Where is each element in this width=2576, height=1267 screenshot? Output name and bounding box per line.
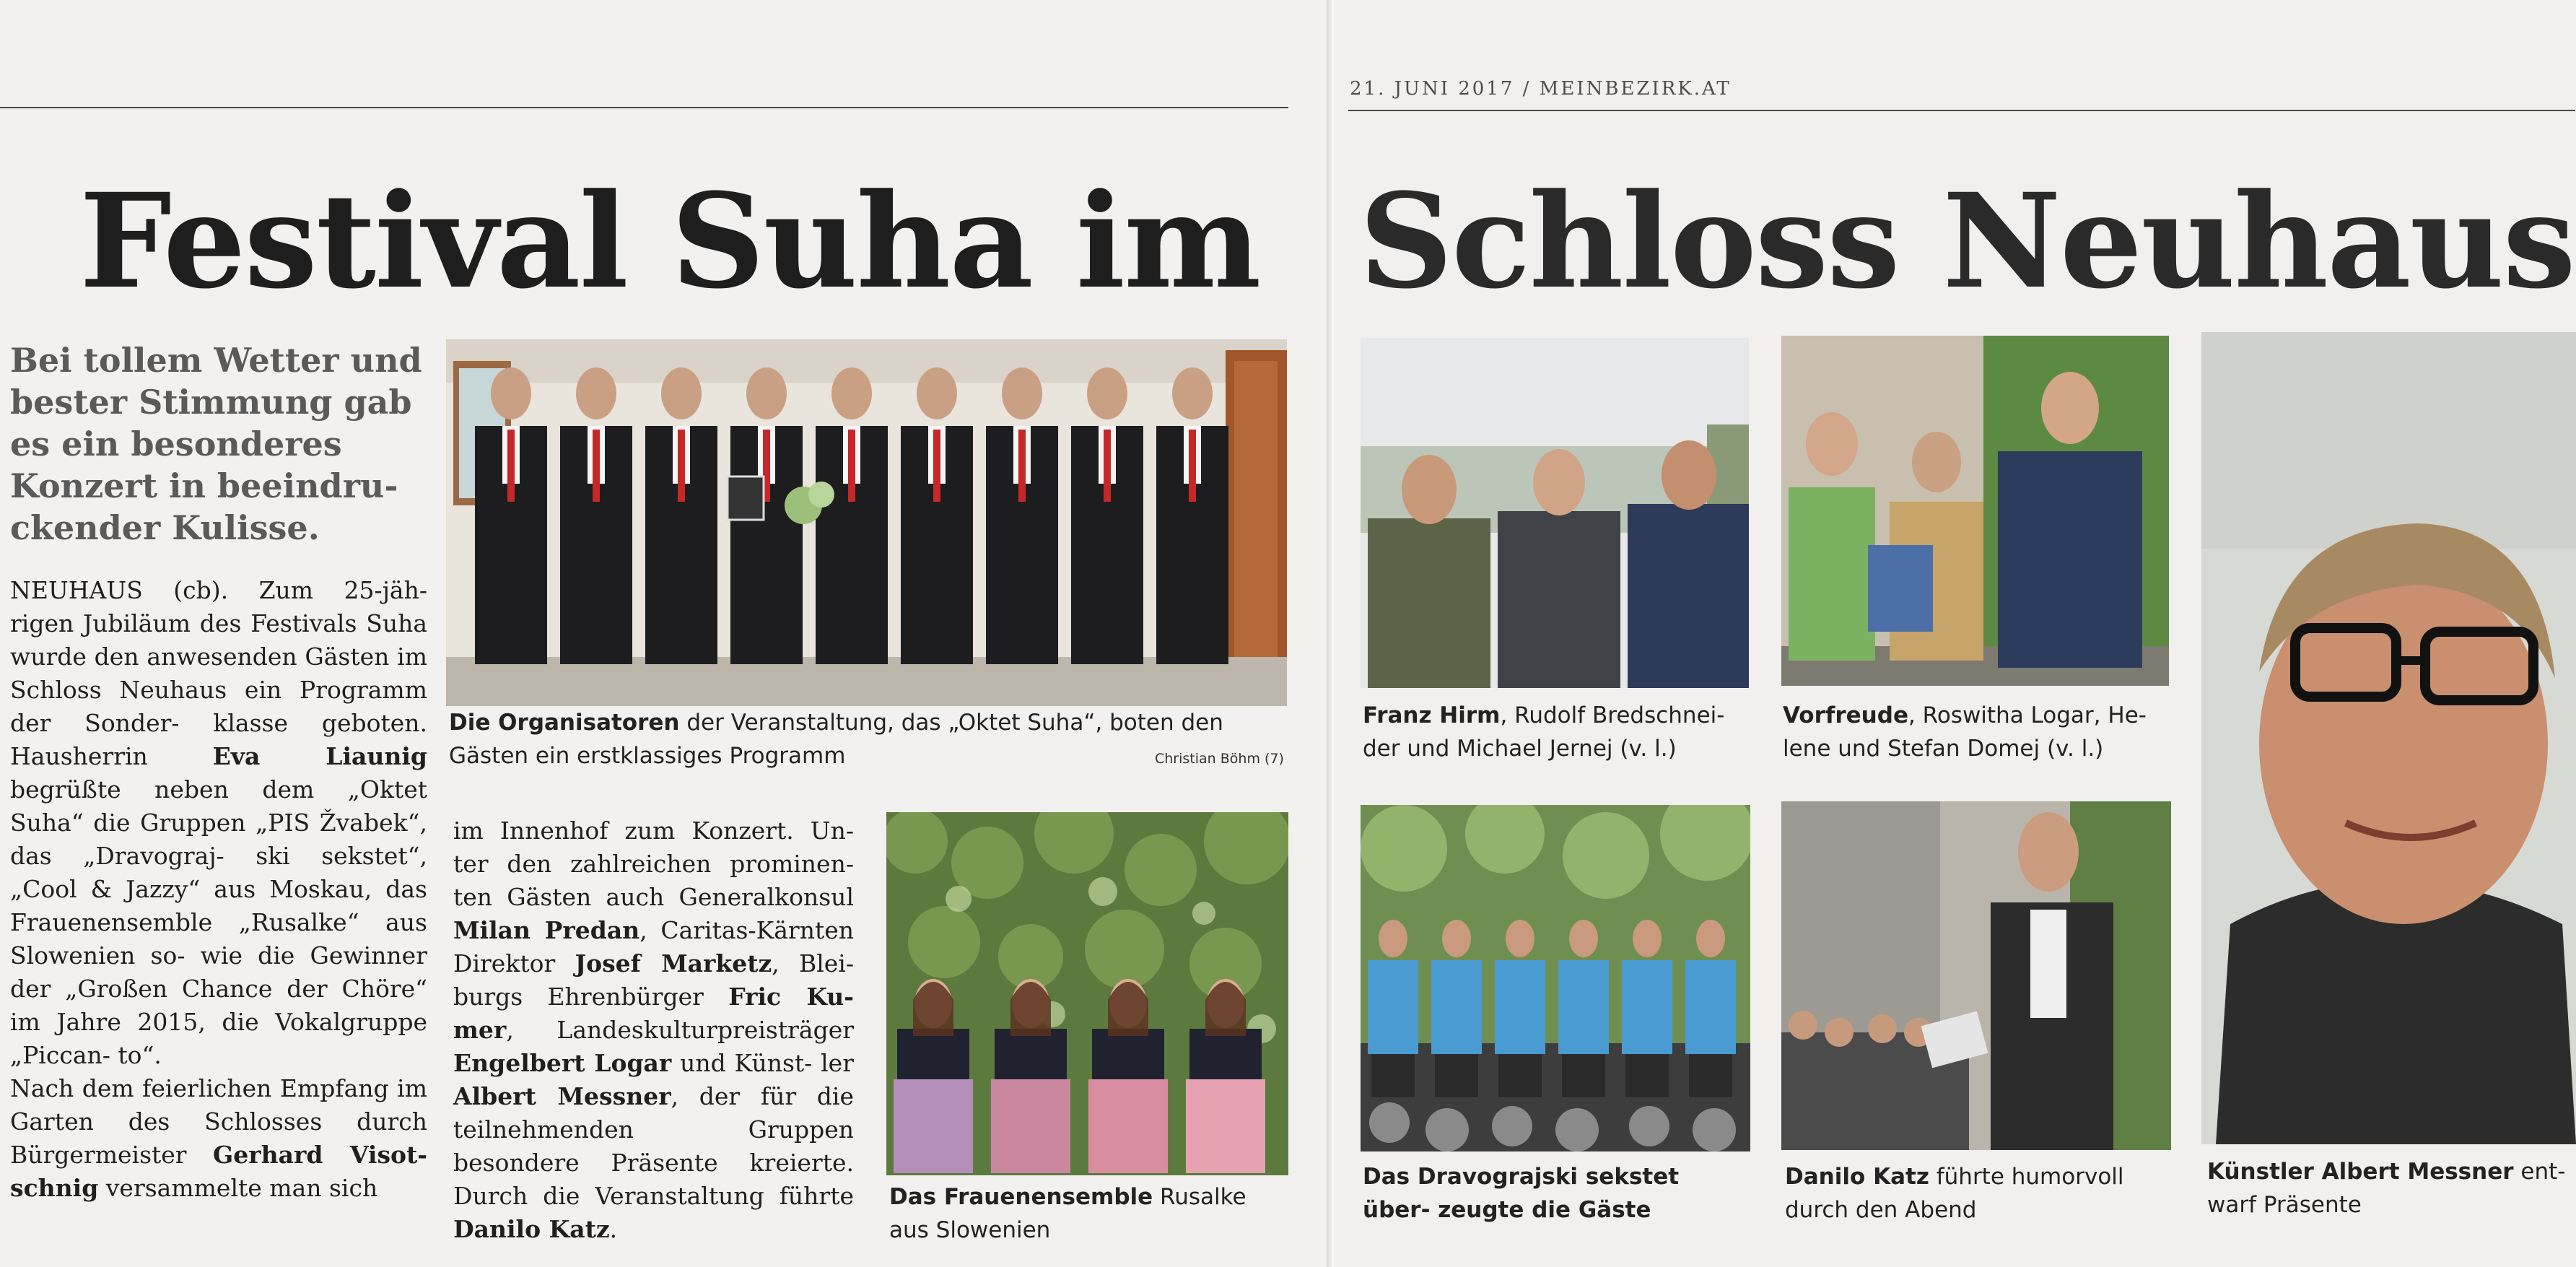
bold-name: Eva Liaunig <box>212 742 427 770</box>
article-paragraph <box>10 574 427 1072</box>
text-run: versammelte man sich <box>98 1174 378 1202</box>
article-column-1 <box>10 574 427 1205</box>
bold-name: Josef Marketz <box>575 949 772 978</box>
caption-franz-hirm <box>1363 699 1752 765</box>
text-run: und Künst- ler <box>671 1049 854 1077</box>
text-run: . <box>609 1215 618 1243</box>
photo-franz-hirm <box>1361 338 1749 688</box>
bold-name: Engelbert Logar <box>453 1049 672 1077</box>
text-run: im Innenhof zum Konzert. Un- ter den zahlreichen prominen- ten Gästen auch Generalkonsul <box>453 817 854 911</box>
bold-name: Danilo Katz <box>1785 1164 1929 1190</box>
bold-name: Franz Hirm <box>1363 702 1501 728</box>
page-gutter <box>1327 0 1334 1267</box>
headline-right: Schloss Neuhaus <box>1359 165 2575 318</box>
text-run: NEUHAUS (cb). Zum 25-jäh- rigen Jubiläum des Festivals Suha wurde den anwesenden Gästen im Schloss Neuhaus ein Programm der Sonder- klasse geboten. Hausherrin <box>10 576 427 770</box>
article-paragraph <box>453 814 854 1246</box>
photo-dravograjski-sekstet <box>1361 805 1750 1151</box>
bold-name: Danilo Katz <box>453 1215 610 1243</box>
text-run: ent- warf Präsente <box>2207 1159 2566 1218</box>
bold-name: Die Organisatoren <box>449 710 680 736</box>
photo-oktet-suha <box>446 339 1287 706</box>
bold-name: Gerhard Visot- schnig <box>10 1141 427 1202</box>
top-rule <box>0 107 1288 108</box>
right-newspaper-page <box>1334 0 2576 1267</box>
bold-name: Künstler Albert Messner <box>2207 1159 2514 1185</box>
dateline: 21. JUNI 2017 / MEINBEZIRK.AT <box>1350 78 1732 100</box>
bold-name: Das Dravograjski sekstet über- zeugte die Gäste <box>1363 1164 1680 1223</box>
photo-danilo-katz <box>1781 801 2171 1150</box>
text-run: führte humorvoll durch den Abend <box>1785 1164 2124 1223</box>
text-run: Nach dem feierlichen Empfang im Garten des Schlosses durch Bürgermeister <box>10 1074 427 1169</box>
text-run: , Roswitha Logar, He- lene und Stefan Domej (v. l.) <box>1783 702 2147 762</box>
text-run: , Landeskulturpreisträger <box>506 1016 854 1044</box>
article-column-2 <box>453 814 854 1246</box>
caption-rusalke <box>889 1180 1286 1247</box>
top-rule <box>1348 110 2575 111</box>
article-paragraph <box>10 1072 427 1205</box>
bold-name: Milan Predan <box>453 916 640 944</box>
text-run: Rusalke aus Slowenien <box>889 1184 1246 1243</box>
photo-frauenensemble-rusalke <box>886 812 1288 1175</box>
text-run: der Veranstaltung, das „Oktet Suha“, boten den Gästen ein erstklassiges Programm <box>449 710 1223 769</box>
text-run: , Rudolf Bredschnei- der und Michael Jernej (v. l.) <box>1363 702 1725 762</box>
caption-albert-messner <box>2207 1155 2572 1222</box>
photo-albert-messner <box>2201 332 2576 1144</box>
bold-name: Fric Ku- mer <box>453 983 854 1044</box>
photo-vorfreude <box>1781 336 2169 686</box>
headline-left: Festival Suha im <box>79 165 1260 318</box>
bold-name: Vorfreude <box>1783 702 1908 728</box>
caption-danilo-katz <box>1785 1160 2175 1227</box>
bold-name: Das Frauenensemble <box>889 1184 1153 1210</box>
photo-credit: Christian Böhm (7) <box>1155 751 1284 767</box>
caption-vorfreude <box>1783 699 2173 765</box>
caption-dravograjski <box>1363 1160 1752 1227</box>
bold-name: Albert Messner <box>453 1082 671 1110</box>
text-run: , der für die teilnehmenden Gruppen besondere Präsente kreierte. Durch die Veranstaltung führte <box>453 1082 854 1210</box>
text-run: , Blei- burgs Ehrenbürger <box>453 949 854 1011</box>
text-run: , Caritas-Kärnten Direktor <box>453 916 854 978</box>
article-lead: Bei tollem Wetter und bester Stimmung gab es ein besonderes Konzert in beeindru- ckender Kulisse. <box>10 341 422 547</box>
text-run: begrüßte neben dem „Oktet Suha“ die Gruppen „PIS Žvabek“, das „Dravograj- ski sekstet“, „Cool & Jazzy“ aus Moskau, das Frauenensemble „Rusalke“ aus Slowenien so- wie die Gewinner der „Großen Chance der Chöre“ im Jahre 2015, die Vokalgruppe „Piccan- to“. <box>10 775 427 1069</box>
